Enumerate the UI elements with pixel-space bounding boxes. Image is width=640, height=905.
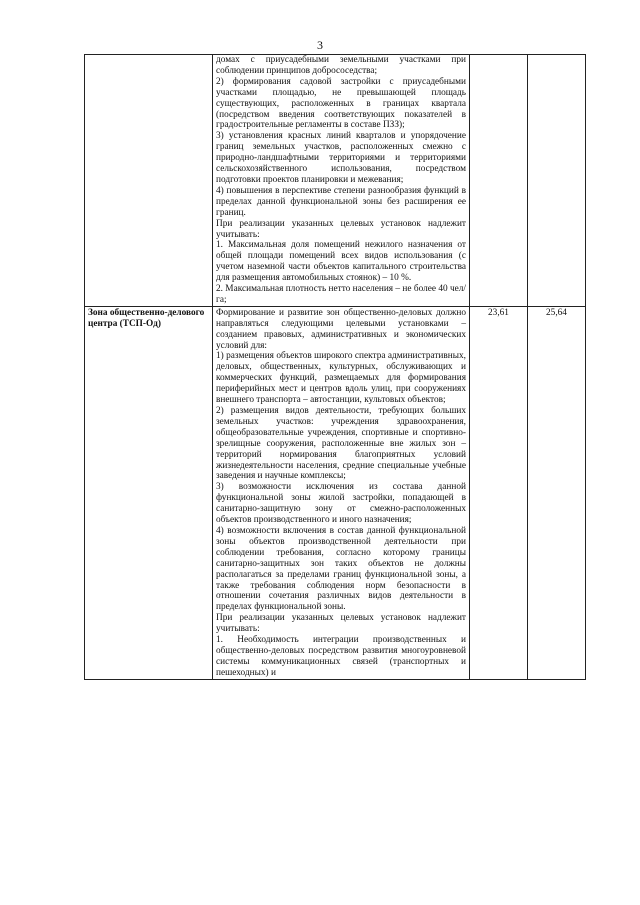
table-row: [85, 306, 586, 679]
description-paragraph: 3) установления красных линий кварталов и упорядочение границ земельных участков, расположенных смежно с природно-ландшафтными территориями и территориями сельскохозяйственного использования, посредством подготовки проектов планировки и межевания;: [216, 131, 466, 185]
value-cell-2: [528, 55, 586, 307]
description-paragraph: 3) возможности исключения из состава данной функциональной зоны жилой застройки, попадающей в санитарно-защитную зону от смежно-расположенных объектов производственного и иного назначения;: [216, 482, 466, 526]
value-cell-2: 25,64: [528, 306, 586, 679]
value-cell-1: [470, 55, 528, 307]
page-number: 3: [317, 38, 323, 52]
description-paragraph: 1) размещения объектов широкого спектра административных, деловых, общественных, культурных, обслуживающих и коммерческих функций, размещаемых для формирования периферийных мест и центров вдоль улиц, при сооружениях внешнего транспорта – автостанции, культовых объектов;: [216, 351, 466, 406]
description-paragraph: 4) повышения в перспективе степени разнообразия функций в пределах данной функциональной зоны без расширения ее границ.: [216, 185, 466, 218]
zone-name-cell: [85, 55, 213, 307]
description-paragraph: При реализации указанных целевых установок надлежит учитывать:: [216, 613, 466, 635]
zone-description-cell: [213, 306, 470, 679]
description-paragraph: При реализации указанных целевых установок надлежит учитывать:: [216, 218, 466, 240]
description-paragraph: домах с приусадебными земельными участками при соблюдении принципов добрососедства;: [216, 55, 466, 76]
description-paragraph: 2. Максимальная плотность нетто населения – не более 40 чел/га;: [216, 284, 466, 305]
description-paragraph: 2) размещения видов деятельности, требующих больших земельных участков: учреждения здравоохранения, общеобразовательные учреждения, спортивные и спортивно-зрелищные сооружения, расположенные вне жилых зон – территорий нормирования благоприятных условий жизнедеятельности населения, средние специальные учебные заведения и научные комплексы;: [216, 406, 466, 482]
zone-description-cell: [213, 55, 470, 307]
zone-name-cell: Зона общественно-делового центра (ТСП-Од): [85, 306, 213, 679]
table-row: [85, 55, 586, 307]
value-cell-1: 23,61: [470, 306, 528, 679]
description-paragraph: Формирование и развитие зон общественно-деловых должно направляться следующими целевыми установками – созданием правовых, административных и экономических условий для:: [216, 307, 466, 351]
description-paragraph: 4) возможности включения в состав данной функциональной зоны объектов производственной деятельности при соблюдении требования, согласно которому границы санитарно-защитных зон таких объектов не должны располагаться за пределами границ функциональной зоны, а также требования соблюдения норм безопасности в отношении сочетания различных видов деятельности в пределах функциональной зоны.: [216, 525, 466, 613]
description-paragraph: 1. Необходимость интеграции производственных и общественно-деловых посредством развития многоуровневой системы коммуникационных связей (транспортных и пешеходных) и: [216, 635, 466, 678]
description-paragraph: 1. Максимальная доля помещений нежилого назначения от общей площади помещений всех видов использования (с учетом наземной части объектов капитального строительства для размещения автомобильных стоянок) – 10 %.: [216, 240, 466, 284]
description-paragraph: 2) формирования садовой застройки с приусадебными участками площадью, не превышающей площадь существующих, расположенных в границах квартала (посредством введения соответствующих показателей в градостроительные регламенты в составе ПЗЗ);: [216, 76, 466, 131]
zones-table: [84, 54, 586, 680]
